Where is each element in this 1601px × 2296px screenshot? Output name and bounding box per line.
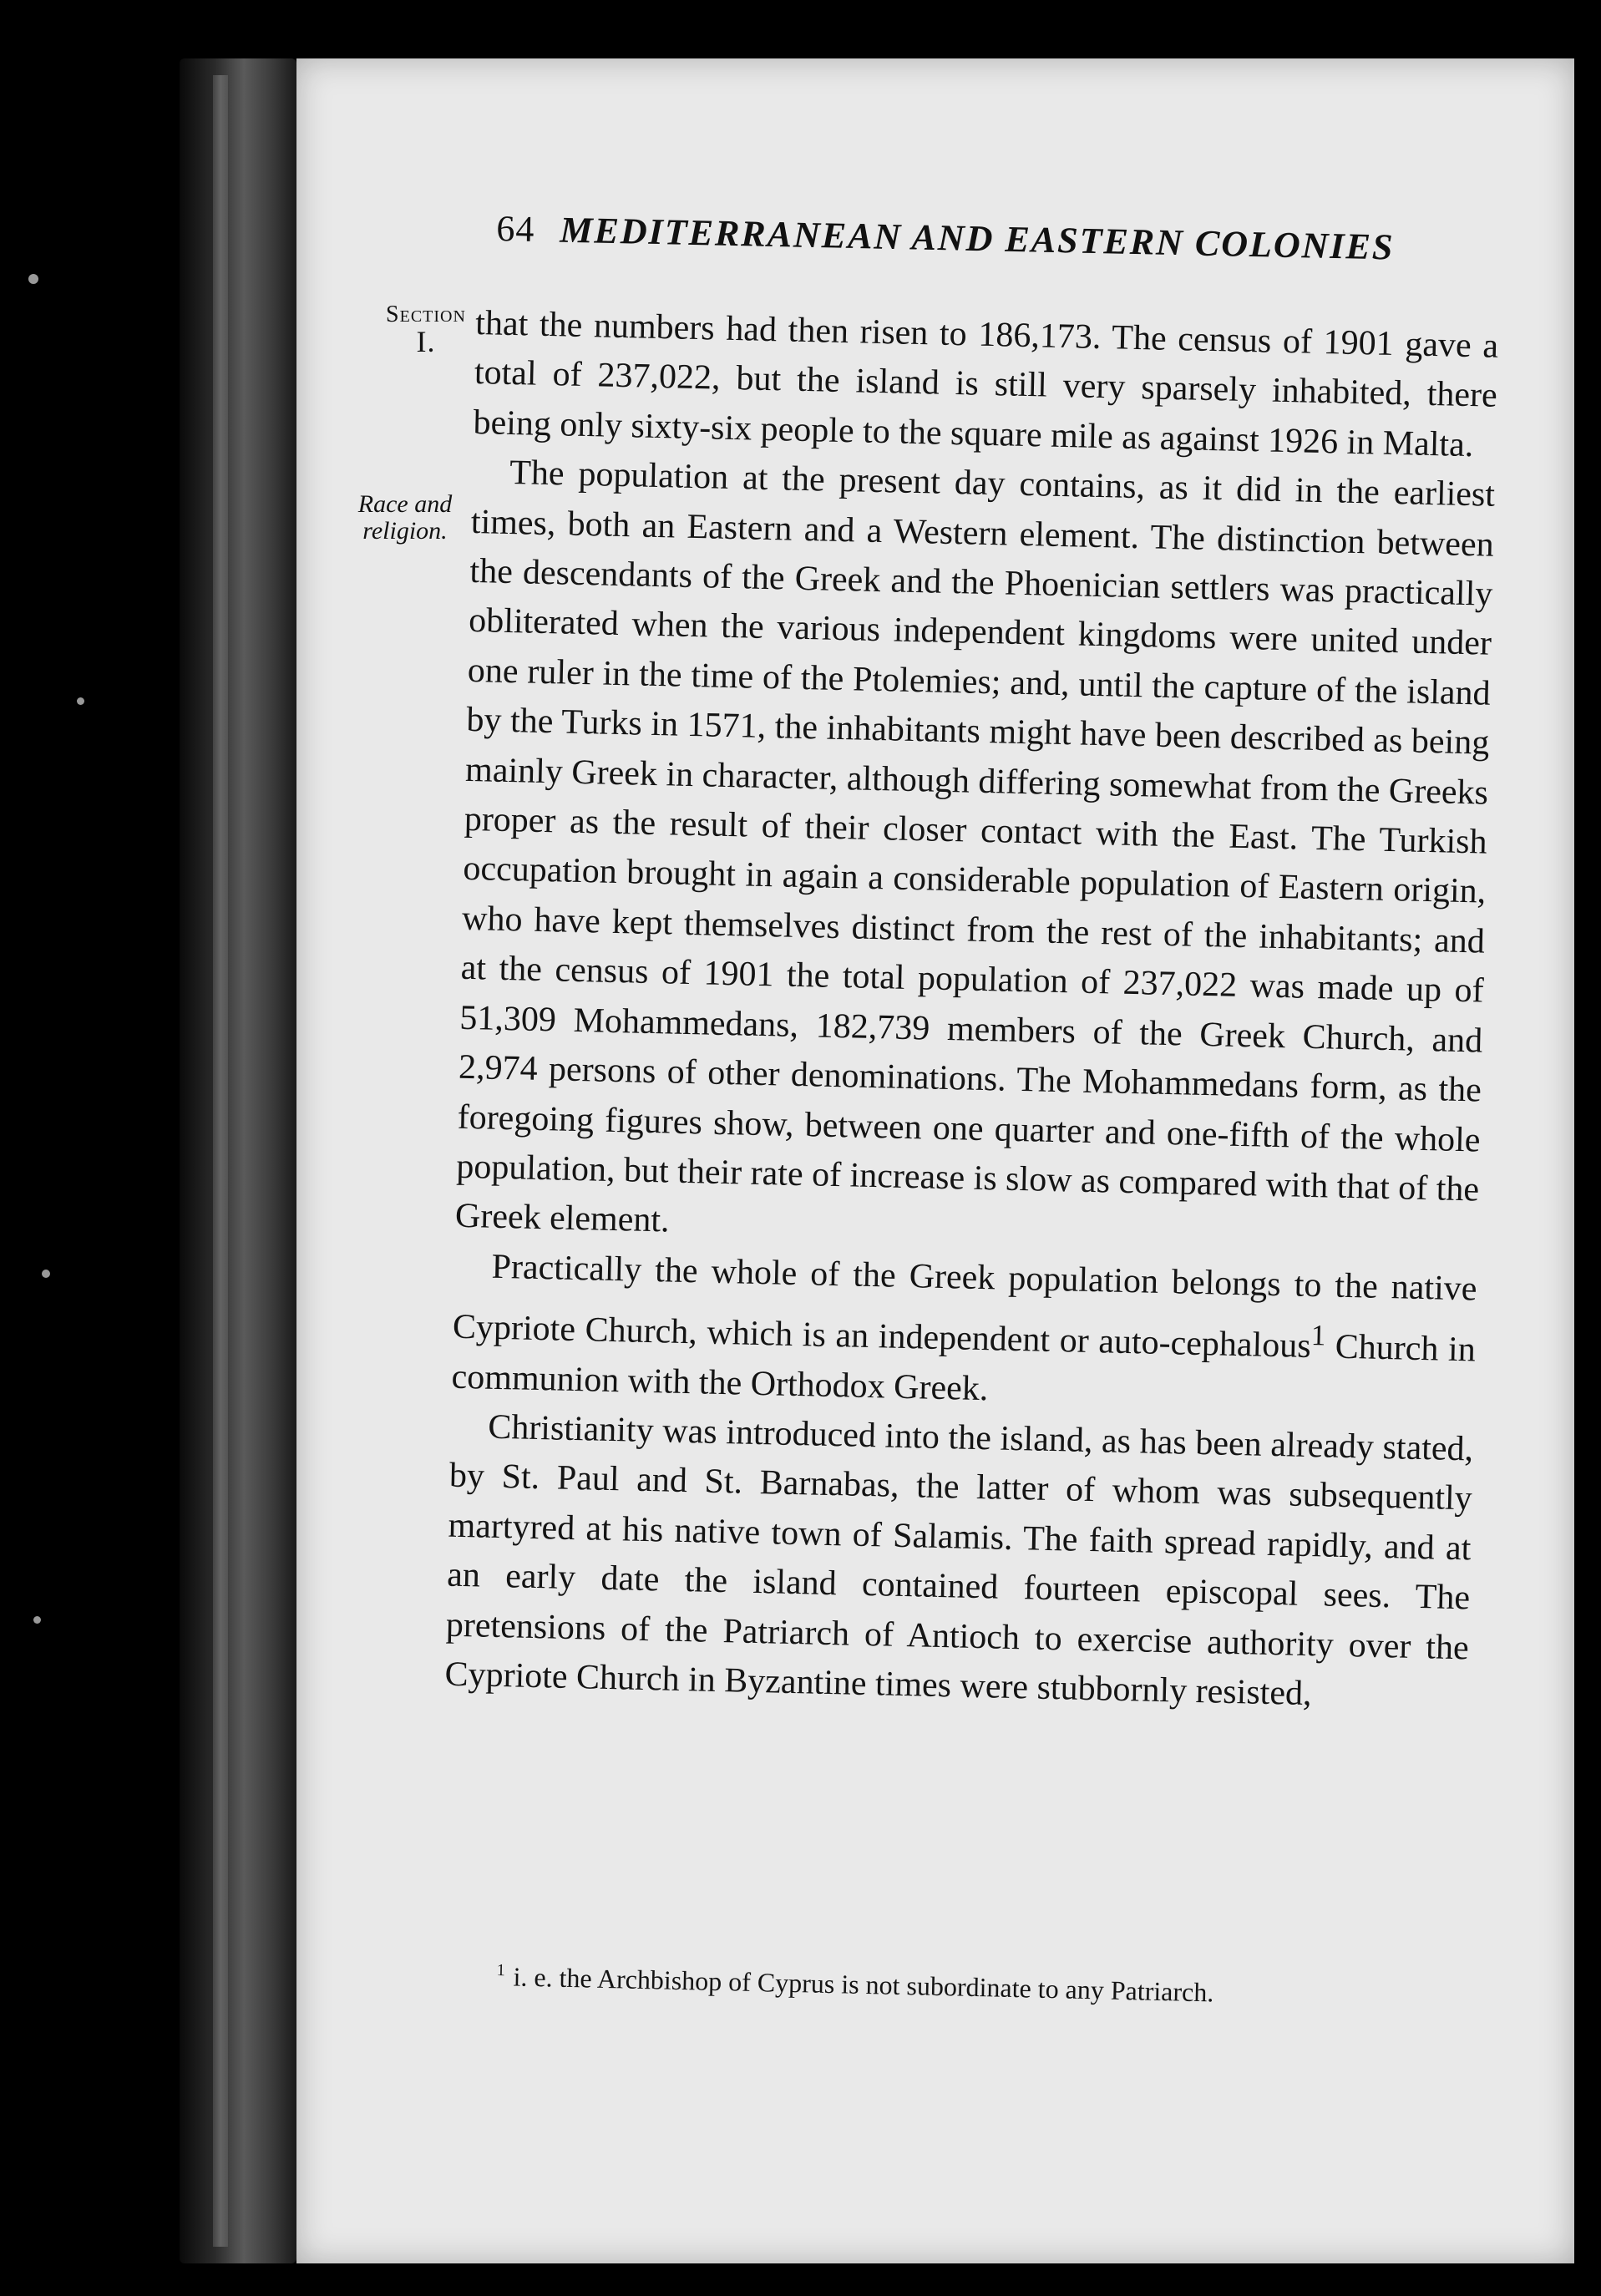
paragraph-christianity: Christianity was introduced into the island, as has been already stated, by St. Paul and St. Barnabas, the latter of whom was subsequently martyred at his native town of Salamis. The faith spread rapidly, and at an early date the island contained fourteen episcopal sees. The pretensions of the Patriarch of Antioch to exercise authority over the Cypriote Church in Byzantine times were stubbornly resisted,: [444, 1407, 1474, 1714]
body-text: [444, 299, 1499, 1723]
footnote-text: i. e. the Archbishop of Cyprus is not subordinate to any Patriarch.: [513, 1961, 1214, 2008]
dust-speck: [42, 1270, 50, 1278]
section-number: I.: [416, 325, 436, 359]
page-number: 64: [495, 207, 535, 250]
book-binding-edge: [180, 58, 296, 2263]
chapter-title: MEDITERRANEAN AND EASTERN COLONIES: [559, 209, 1395, 268]
paragraph-church-text-end: Church in communion with the Orthodox Greek.: [451, 1327, 1477, 1408]
section-margin-note: [367, 302, 484, 358]
section-label: Section: [386, 302, 466, 327]
race-religion-margin-note: [330, 491, 480, 544]
dust-speck: [28, 274, 38, 284]
footnote-reference: 1: [1310, 1319, 1326, 1352]
paragraph-church: [451, 1241, 1477, 1425]
paragraph-church-text: Practically the whole of the Greek population belongs to the native Cypriote Church, which is an independent or auto-cephalous: [452, 1247, 1477, 1366]
paragraph-population: The population at the present day contains, as it did in the earliest times, both an Eastern and a Western element. The distinction between the descendants of the Greek and the Phoenician settlers was practically obliterated when the various independent kingdoms were united under one ruler in the time of the Ptolemies; and, until the capture of the island by the Turks in 1571, the inhabitants might have been described as being mainly Greek in character, although differing somewhat from the Greeks proper as the result of their closer contact with the East. The Turkish occupation brought in again a considerable population of Eastern origin, who have kept themselves distinct from the rest of the inhabitants; and at the census of 1901 the total population of 237,022 was made up of 51,309 Mohammedans, 182,739 members of the Greek Church, and 2,974 persons of other denominations. The Mohammedans form, as the foregoing figures show, between one quarter and one-fifth of the whole population, but their rate of increase is slow as compared with that of the Greek element.: [454, 454, 1496, 1240]
race-note-line2: religion.: [362, 516, 448, 545]
binding-highlight: [213, 75, 228, 2247]
paragraph-census: that the numbers had then risen to 186,173. The census of 1901 gave a total of 237,022, but the island is still very sparsely inhabited, there being only sixty-six people to the square mile as against 1926 in Malta.: [473, 303, 1499, 464]
dust-speck: [33, 1616, 41, 1624]
footnote-marker: 1: [496, 1961, 505, 1980]
race-note-line1: Race and: [357, 490, 453, 518]
dust-speck: [77, 697, 84, 705]
